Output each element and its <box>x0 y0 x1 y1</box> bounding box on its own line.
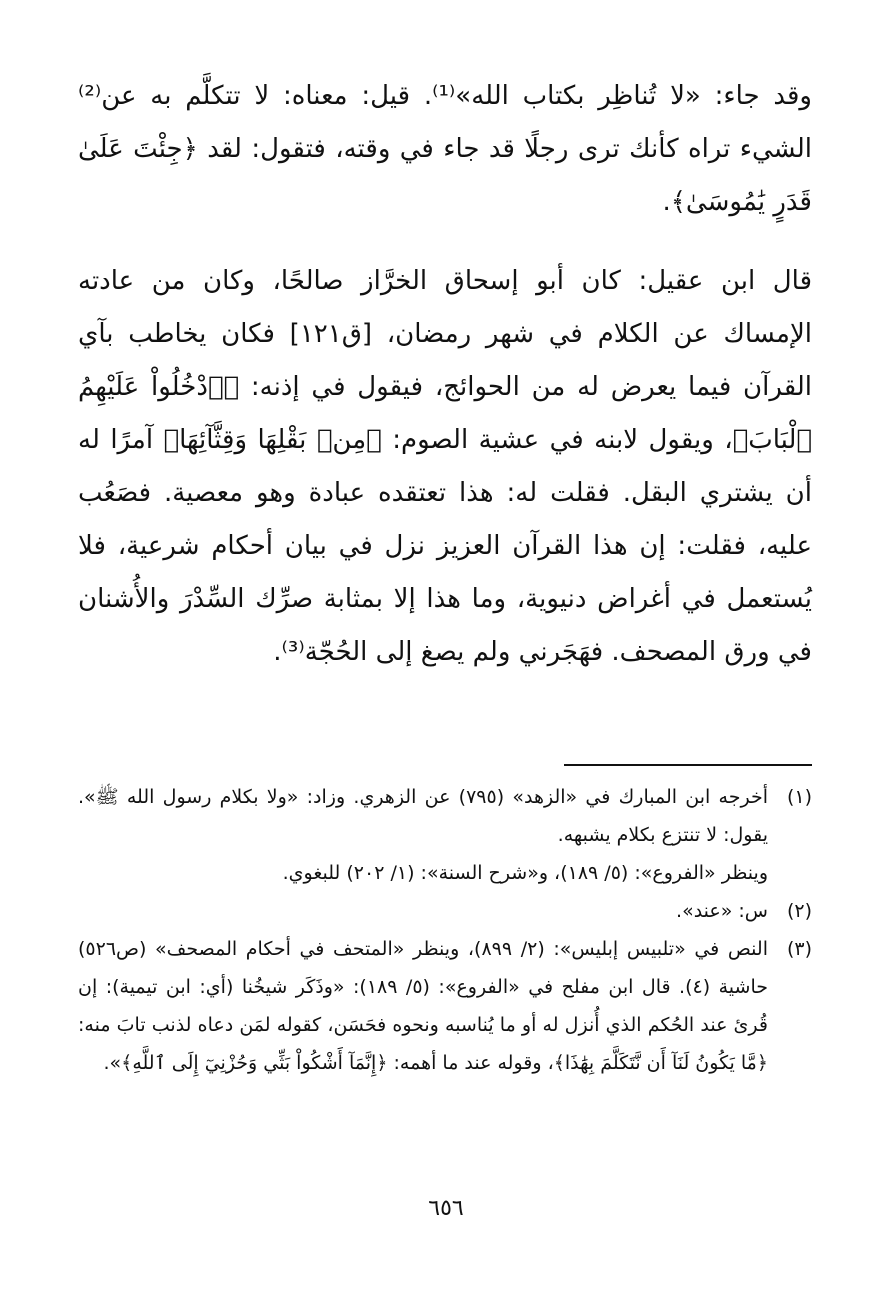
footnote-2 <box>78 892 812 930</box>
footnote-1 <box>78 778 812 892</box>
page-number: ٦٥٦ <box>428 1196 464 1221</box>
footnote-line: س: «عند». <box>676 900 768 922</box>
paragraph-1: وقد جاء: «لا تُناظِر بكتاب الله»⁽¹⁾. قيل: معناه: لا تتكلَّم به عن⁽²⁾ الشيء تراه كأنك ترى رجلًا قد جاء في وقته، فتقول: لقد ﴿جِئْتَ عَلَىٰ قَدَرٍ يَٰمُوسَىٰ﴾. <box>78 81 812 217</box>
footnote-body <box>78 892 768 930</box>
main-text <box>78 70 812 705</box>
footnote-number: (٣) <box>786 938 812 960</box>
footnote-line: النص في «تلبيس إبليس»: (٢/ ٨٩٩)، وينظر «المتحف في أحكام المصحف» (ص٥٢٦) حاشية (٤). قال ابن مفلح في «الفروع»: (٥/ ١٨٩): «وذَكَر شيخُنا (أي: ابن تيمية): إن قُرئ عند الحُكم الذي أُنزل له أو ما يُناسبه ونحوه فحَسَن، كقوله لمَن دعاه لذنب تابَ منه: ﴿مَّا يَكُونُ لَنَآ أَن نَّتَكَلَّمَ بِهَٰذَا﴾، وقوله عند ما أهمه: ﴿إِنَّمَآ أَشْكُواْ بَثِّي وَحُزْنِيٓ إِلَى ٱللَّهِ﴾». <box>78 938 768 1074</box>
footnote-number: (١) <box>786 786 812 808</box>
footnote-body <box>78 778 768 892</box>
footnote-separator <box>564 764 812 766</box>
footnotes <box>78 778 812 1082</box>
footnote-3 <box>78 930 812 1082</box>
footnote-line: وينظر «الفروع»: (٥/ ١٨٩)، و«شرح السنة»: (١/ ٢٠٢) للبغوي. <box>282 862 768 884</box>
footnote-body <box>78 930 768 1082</box>
paragraph-2: قال ابن عقيل: كان أبو إسحاق الخرَّاز صالحًا، وكان من عادته الإمساك عن الكلام في شهر رمضان، [ق١٢١] فكان يخاطب بآي القرآن فيما يعرض له من الحوائج، فيقول في إذنه: ﴿ٱدْخُلُواْ عَلَيْهِمُ ٱلْبَابَ﴾، ويقول لابنه في عشية الصوم: ﴿مِنۢ بَقْلِهَا وَقِثَّآئِهَا﴾ آمرًا له أن يشتري البقل. فقلت له: هذا تعتقده عبادة وهو معصية. فصَعُب عليه، فقلت: إن هذا القرآن العزيز نزل في بيان أحكام شرعية، فلا يُستعمل في أغراض دنيوية، وما هذا إلا بمثابة صرِّك السِّدْرَ والأُشنان في ورق المصحف. فهَجَرني ولم يصغ إلى الحُجّة⁽³⁾. <box>78 266 812 667</box>
footnote-line: أخرجه ابن المبارك في «الزهد» (٧٩٥) عن الزهري. وزاد: «ولا بكلام رسول الله ﷺ». يقول: لا تنتزع بكلام يشبهه. <box>78 786 768 846</box>
footnote-number: (٢) <box>786 900 812 922</box>
